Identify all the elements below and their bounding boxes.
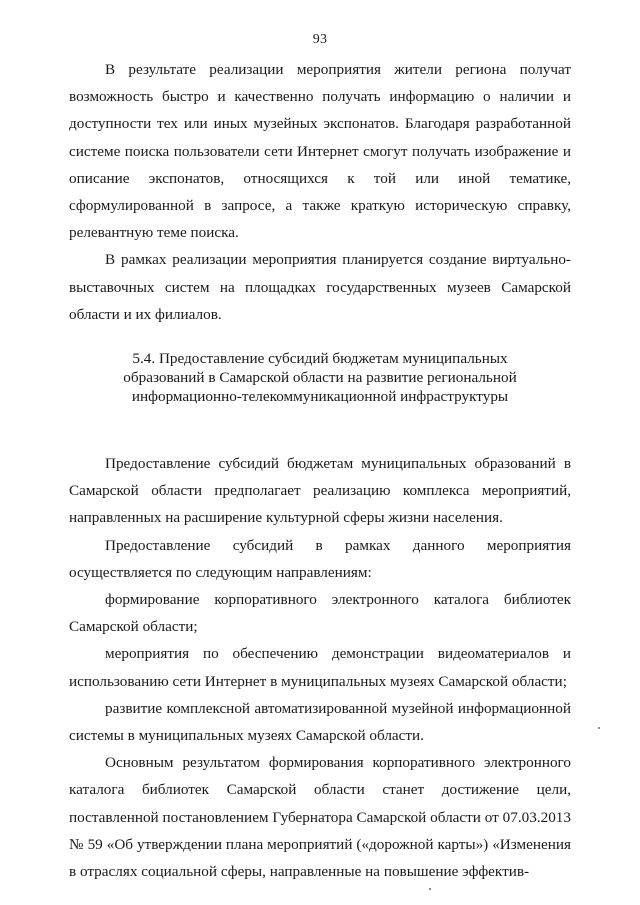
text-block-subsidies	[69, 450, 571, 885]
list-item-museum-information-system: развитие комплексной автоматизированной музейной информационной системы в муниципальных музеях Самарской области.	[69, 699, 571, 745]
paragraph-subsidies-purpose: Предоставление субсидий бюджетам муниципальных образований в Самарской области предполагает реализацию комплекса мероприятий, направленных на расширение культурной сферы жизни населения.	[69, 455, 571, 527]
paragraph-museum-search-results: В результате реализации мероприятия жители региона получат возможность быстро и качественно получать информацию о наличии и доступности тех или иных музейных экспонатов. Благодаря разработанной системе поиска пользователи сети Интернет смогут получать изображение и описание экспонатов, относящихся к той или иной тематике, сформулированной в запросе, а также краткую историческую справку, релевантную теме поиска.	[69, 61, 571, 242]
section-heading	[69, 349, 571, 406]
scan-speck	[429, 888, 431, 890]
list-item-video-internet: мероприятия по обеспечению демонстрации видеоматериалов и использованию сети Интернет в муниципальных музеях Самарской области;	[69, 645, 571, 690]
paragraph-subsidies-directions: Предоставление субсидий в рамках данного мероприятия осуществляется по следующим направлениям:	[69, 536, 571, 581]
paragraph-main-result: Основным результатом формирования корпоративного электронного каталога библиотек Самарской области станет достижение цели, поставленной постановлением Губернатора Самарской области от 07.03.2013 № 59 «Об утверждении плана мероприятий («дорожной карты») «Изменения в отраслях социальной сферы, направленные на повышение эффектив-	[69, 754, 571, 881]
section-heading-line-2: образований в Самарской области на развитие региональной	[123, 369, 517, 386]
section-heading-line-3: информационно-телекоммуникационной инфраструктуры	[131, 388, 509, 405]
section-heading-line-1: 5.4. Предоставление субсидий бюджетам муниципальных	[132, 350, 508, 367]
text-block-intro	[69, 56, 571, 328]
list-item-library-catalog: формирование корпоративного электронного каталога библиотек Самарской области;	[69, 591, 571, 636]
paragraph-virtual-exhibitions: В рамках реализации мероприятия планируется создание виртуально-выставочных систем на площадках государственных музеев Самарской области и их филиалов.	[69, 251, 571, 323]
scan-speck	[598, 727, 600, 729]
page-number: 93	[312, 32, 328, 47]
